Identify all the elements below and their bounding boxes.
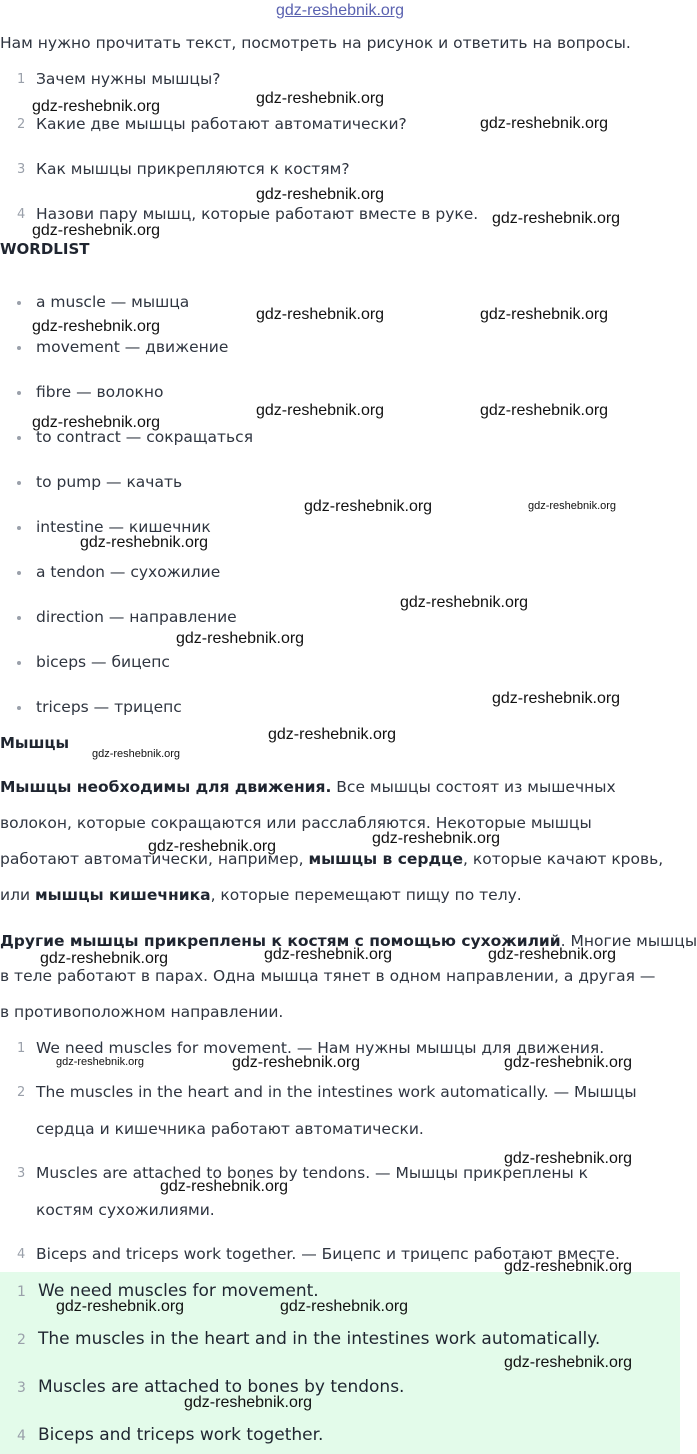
answer-text: We need muscles for movement. <box>38 1281 319 1301</box>
watermark: gdz-reshebnik.org <box>40 950 169 967</box>
bullet-icon <box>17 661 21 665</box>
site-header-link[interactable]: gdz-reshebnik.org <box>275 2 405 19</box>
paragraph-line <box>0 850 663 868</box>
wordlist-item: a tendon — сухожилие <box>36 563 221 581</box>
watermark: gdz-reshebnik.org <box>280 1298 409 1315</box>
paragraph-line: в противоположном направлении. <box>0 1003 284 1021</box>
watermark: gdz-reshebnik.org <box>92 748 181 760</box>
question-number: 2 <box>17 117 26 132</box>
question-number: 3 <box>17 162 26 177</box>
watermark: gdz-reshebnik.org <box>148 838 277 855</box>
bold-text: Другие мышцы прикреплены к костям с помощью сухожилий <box>0 932 561 950</box>
watermark: gdz-reshebnik.org <box>528 500 617 512</box>
bullet-icon <box>17 526 21 530</box>
watermark: gdz-reshebnik.org <box>232 1054 361 1071</box>
watermark: gdz-reshebnik.org <box>304 498 433 515</box>
answer-text: The muscles in the heart and in the intestines work automatically. <box>38 1329 601 1349</box>
bullet-icon <box>17 301 21 305</box>
answer-text: Muscles are attached to bones by tendons. <box>38 1377 405 1397</box>
question-text: Зачем нужны мышцы? <box>36 70 221 88</box>
answer-number: 2 <box>17 1332 26 1348</box>
bullet-icon <box>17 481 21 485</box>
translation-line: We need muscles for movement. — Нам нужны мышцы для движения. <box>36 1039 605 1057</box>
answer-number: 3 <box>17 1380 26 1396</box>
text: . Многие мышцы <box>560 932 697 950</box>
bold-text: мышцы кишечника <box>34 886 211 904</box>
watermark: gdz-reshebnik.org <box>32 98 161 115</box>
text: работают автоматически, например, <box>0 850 309 868</box>
watermark: gdz-reshebnik.org <box>80 534 209 551</box>
translation-line: сердца и кишечника работают автоматически. <box>36 1120 424 1138</box>
wordlist-item: movement — движение <box>36 338 229 356</box>
wordlist-item: fibre — волокно <box>36 383 164 401</box>
bullet-icon <box>17 436 21 440</box>
wordlist-item: biceps — бицепс <box>36 653 170 671</box>
translation-number: 2 <box>17 1085 26 1100</box>
paragraph-line: волокон, которые сокращаются или расслабляются. Некоторые мышцы <box>0 814 592 832</box>
bullet-icon <box>17 391 21 395</box>
section-title: Мышцы <box>0 734 70 752</box>
watermark: gdz-reshebnik.org <box>480 402 609 419</box>
watermark: gdz-reshebnik.org <box>504 1054 633 1071</box>
watermark: gdz-reshebnik.org <box>256 90 385 107</box>
text: Все мышцы состоят из мышечных <box>331 778 616 796</box>
bullet-icon <box>17 706 21 710</box>
watermark: gdz-reshebnik.org <box>400 594 529 611</box>
watermark: gdz-reshebnik.org <box>32 318 161 335</box>
watermark: gdz-reshebnik.org <box>32 222 161 239</box>
paragraph-line: в теле работают в парах. Одна мышца тянет в одном направлении, а другая — <box>0 967 656 985</box>
question-number: 1 <box>17 72 26 87</box>
watermark: gdz-reshebnik.org <box>56 1056 145 1068</box>
translation-line: The muscles in the heart and in the intestines work automatically. — Мышцы <box>36 1083 637 1101</box>
bold-text: мышцы в сердце <box>308 850 464 868</box>
wordlist-item: triceps — трицепс <box>36 698 182 716</box>
question-text: Как мышцы прикрепляются к костям? <box>36 160 350 178</box>
paragraph-line <box>0 778 616 796</box>
watermark: gdz-reshebnik.org <box>480 115 609 132</box>
bullet-icon <box>17 616 21 620</box>
watermark: gdz-reshebnik.org <box>32 414 161 431</box>
wordlist-item: intestine — кишечник <box>36 518 211 536</box>
question-text: Назови пару мышц, которые работают вместе в руке. <box>36 205 479 223</box>
watermark: gdz-reshebnik.org <box>264 946 393 963</box>
text: или <box>0 886 35 904</box>
translation-number: 1 <box>17 1041 26 1056</box>
bold-text: Мышцы необходимы для движения. <box>0 778 332 796</box>
intro-text: Нам нужно прочитать текст, посмотреть на рисунок и ответить на вопросы. <box>0 34 631 52</box>
watermark: gdz-reshebnik.org <box>480 306 609 323</box>
watermark: gdz-reshebnik.org <box>256 402 385 419</box>
watermark: gdz-reshebnik.org <box>184 1394 313 1411</box>
watermark: gdz-reshebnik.org <box>372 830 501 847</box>
question-number: 4 <box>17 207 26 222</box>
answer-text: Biceps and triceps work together. <box>38 1425 324 1445</box>
answer-number: 4 <box>17 1428 26 1444</box>
translation-line: костям сухожилиями. <box>36 1201 215 1219</box>
bullet-icon <box>17 346 21 350</box>
bullet-icon <box>17 571 21 575</box>
watermark: gdz-reshebnik.org <box>504 1354 633 1371</box>
watermark: gdz-reshebnik.org <box>176 630 305 647</box>
wordlist-item: to pump — качать <box>36 473 183 491</box>
watermark: gdz-reshebnik.org <box>256 306 385 323</box>
watermark: gdz-reshebnik.org <box>268 726 397 743</box>
translation-number: 4 <box>17 1247 26 1262</box>
watermark: gdz-reshebnik.org <box>256 186 385 203</box>
translation-line: Biceps and triceps work together. — Бицепс и трицепс работают вместе. <box>36 1245 620 1263</box>
wordlist-item: to contract — сокращаться <box>36 428 254 446</box>
text: , которые перемещают пищу по телу. <box>210 886 522 904</box>
watermark: gdz-reshebnik.org <box>56 1298 185 1315</box>
watermark: gdz-reshebnik.org <box>504 1258 633 1275</box>
translation-number: 3 <box>17 1166 26 1181</box>
watermark: gdz-reshebnik.org <box>492 690 621 707</box>
answer-number: 1 <box>17 1284 26 1300</box>
watermark: gdz-reshebnik.org <box>492 210 621 227</box>
wordlist-item: a muscle — мышца <box>36 293 190 311</box>
wordlist-title: WORDLIST <box>0 240 90 258</box>
wordlist-item: direction — направление <box>36 608 237 626</box>
question-text: Какие две мышцы работают автоматически? <box>36 115 407 133</box>
paragraph-line <box>0 886 522 904</box>
translation-line: Muscles are attached to bones by tendons. — Мышцы прикреплены к <box>36 1164 589 1182</box>
watermark: gdz-reshebnik.org <box>504 1150 633 1167</box>
watermark: gdz-reshebnik.org <box>488 946 617 963</box>
text: , которые качают кровь, <box>463 850 664 868</box>
watermark: gdz-reshebnik.org <box>160 1178 289 1195</box>
